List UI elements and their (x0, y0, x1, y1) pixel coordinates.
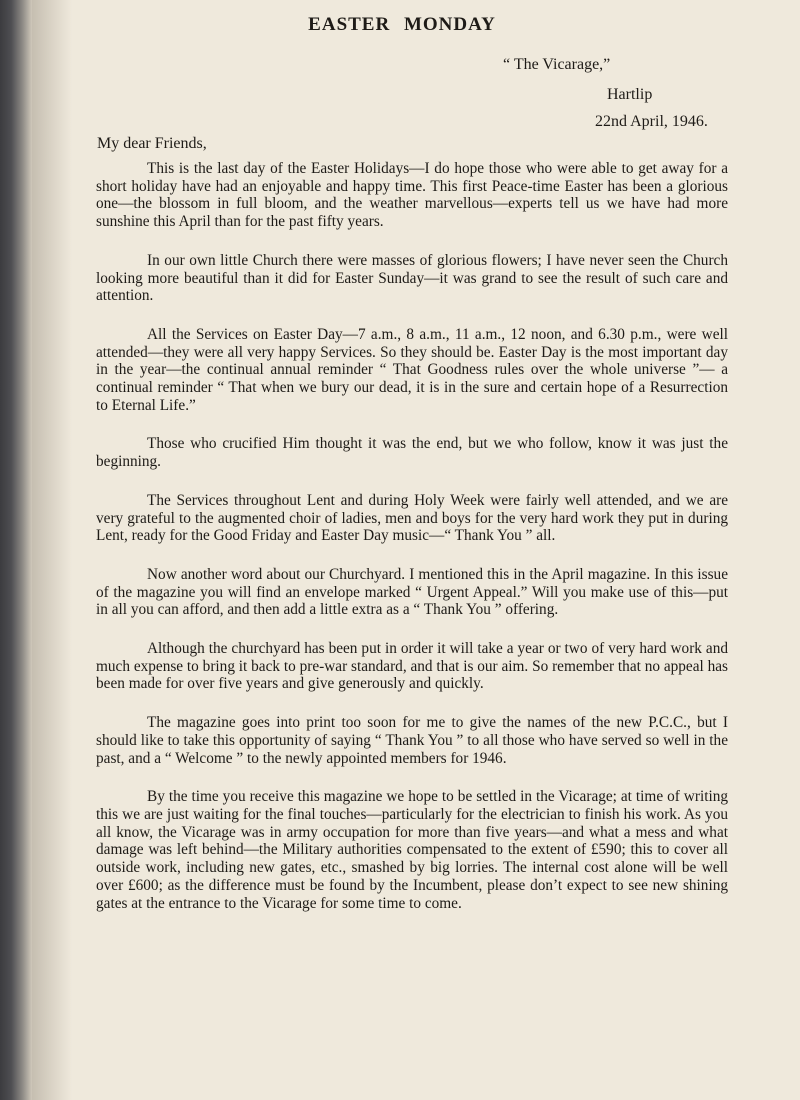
paragraph: The Services throughout Lent and during Holy Week were fairly well attended, and we are very grateful to the augmented choir of ladies, men and boys for the very hard work they put in during Lent, ready for the Good Friday and Easter Day music—“ Thank You ” all. (96, 491, 728, 545)
magazine-page (32, 0, 800, 1100)
letter-body (96, 160, 728, 912)
paragraph: The magazine goes into print too soon for me to give the names of the new P.C.C., but I should like to take this opportunity of saying “ Thank You ” to all those who have served so well in the past, and a “ Welcome ” to the newly appointed members for 1946. (96, 714, 728, 767)
paragraph: Although the churchyard has been put in order it will take a year or two of very hard work and much expense to bring it back to pre-war standard, and that is our aim. So remember that no appeal has been made for over five years and give generously and quickly. (96, 640, 728, 693)
salutation: My dear Friends, (97, 135, 207, 152)
binding-spine (0, 0, 32, 1100)
paragraph: All the Services on Easter Day—7 a.m., 8 a.m., 11 a.m., 12 noon, and 6.30 p.m., were well attended—they were all very happy Services. So they should be. Easter Day is the most important day in the year—the continual annual reminder “ That Goodness rules over the whole universe ”— a continual reminder “ That when we bury our dead, it is in the sure and certain hope of a Resurrection to Eternal Life.” (96, 325, 728, 414)
paragraph: In our own little Church there were masses of glorious flowers; I have never seen the Church looking more beautiful than it did for Easter Sunday—it was grand to see the result of such care and attention. (96, 251, 728, 305)
paragraph: Now another word about our Churchyard. I mentioned this in the April magazine. In this issue of the magazine you will find an envelope marked “ Urgent Appeal.” Will you make use of this—put in all you can afford, and then add a little extra as a “ Thank You ” offering. (96, 565, 728, 619)
paragraph: By the time you receive this magazine we hope to be settled in the Vicarage; at time of writing this we are just waiting for the final touches—particularly for the electrician to finish his work. As you all know, the Vicarage was in army occupation for more than five years—and what a mess and what damage was left behind—the Military authorities compensated to the extent of £590; this to cover all outside work, including new gates, etc., smashed by big lorries. The internal cost alone will be well over £600; as the difference must be found by the Incumbent, please don’t expect to see new shining gates at the entrance to the Vicarage for some time to come. (96, 788, 728, 912)
letter-date: 22nd April, 1946. (595, 113, 708, 130)
paragraph: Those who crucified Him thought it was the end, but we who follow, know it was just the beginning. (96, 435, 728, 471)
page-title: EASTER MONDAY (308, 14, 496, 35)
address-line: Hartlip (607, 86, 653, 103)
paragraph: This is the last day of the Easter Holidays—I do hope those who were able to get away for a short holiday have had an enjoyable and happy time. This first Peace-time Easter has been a glorious one—the blossom in full bloom, and the weather marvellous—experts tell us we have had more sunshine this April than for the past fifty years. (96, 160, 728, 231)
address-line: “ The Vicarage,” (503, 56, 611, 73)
